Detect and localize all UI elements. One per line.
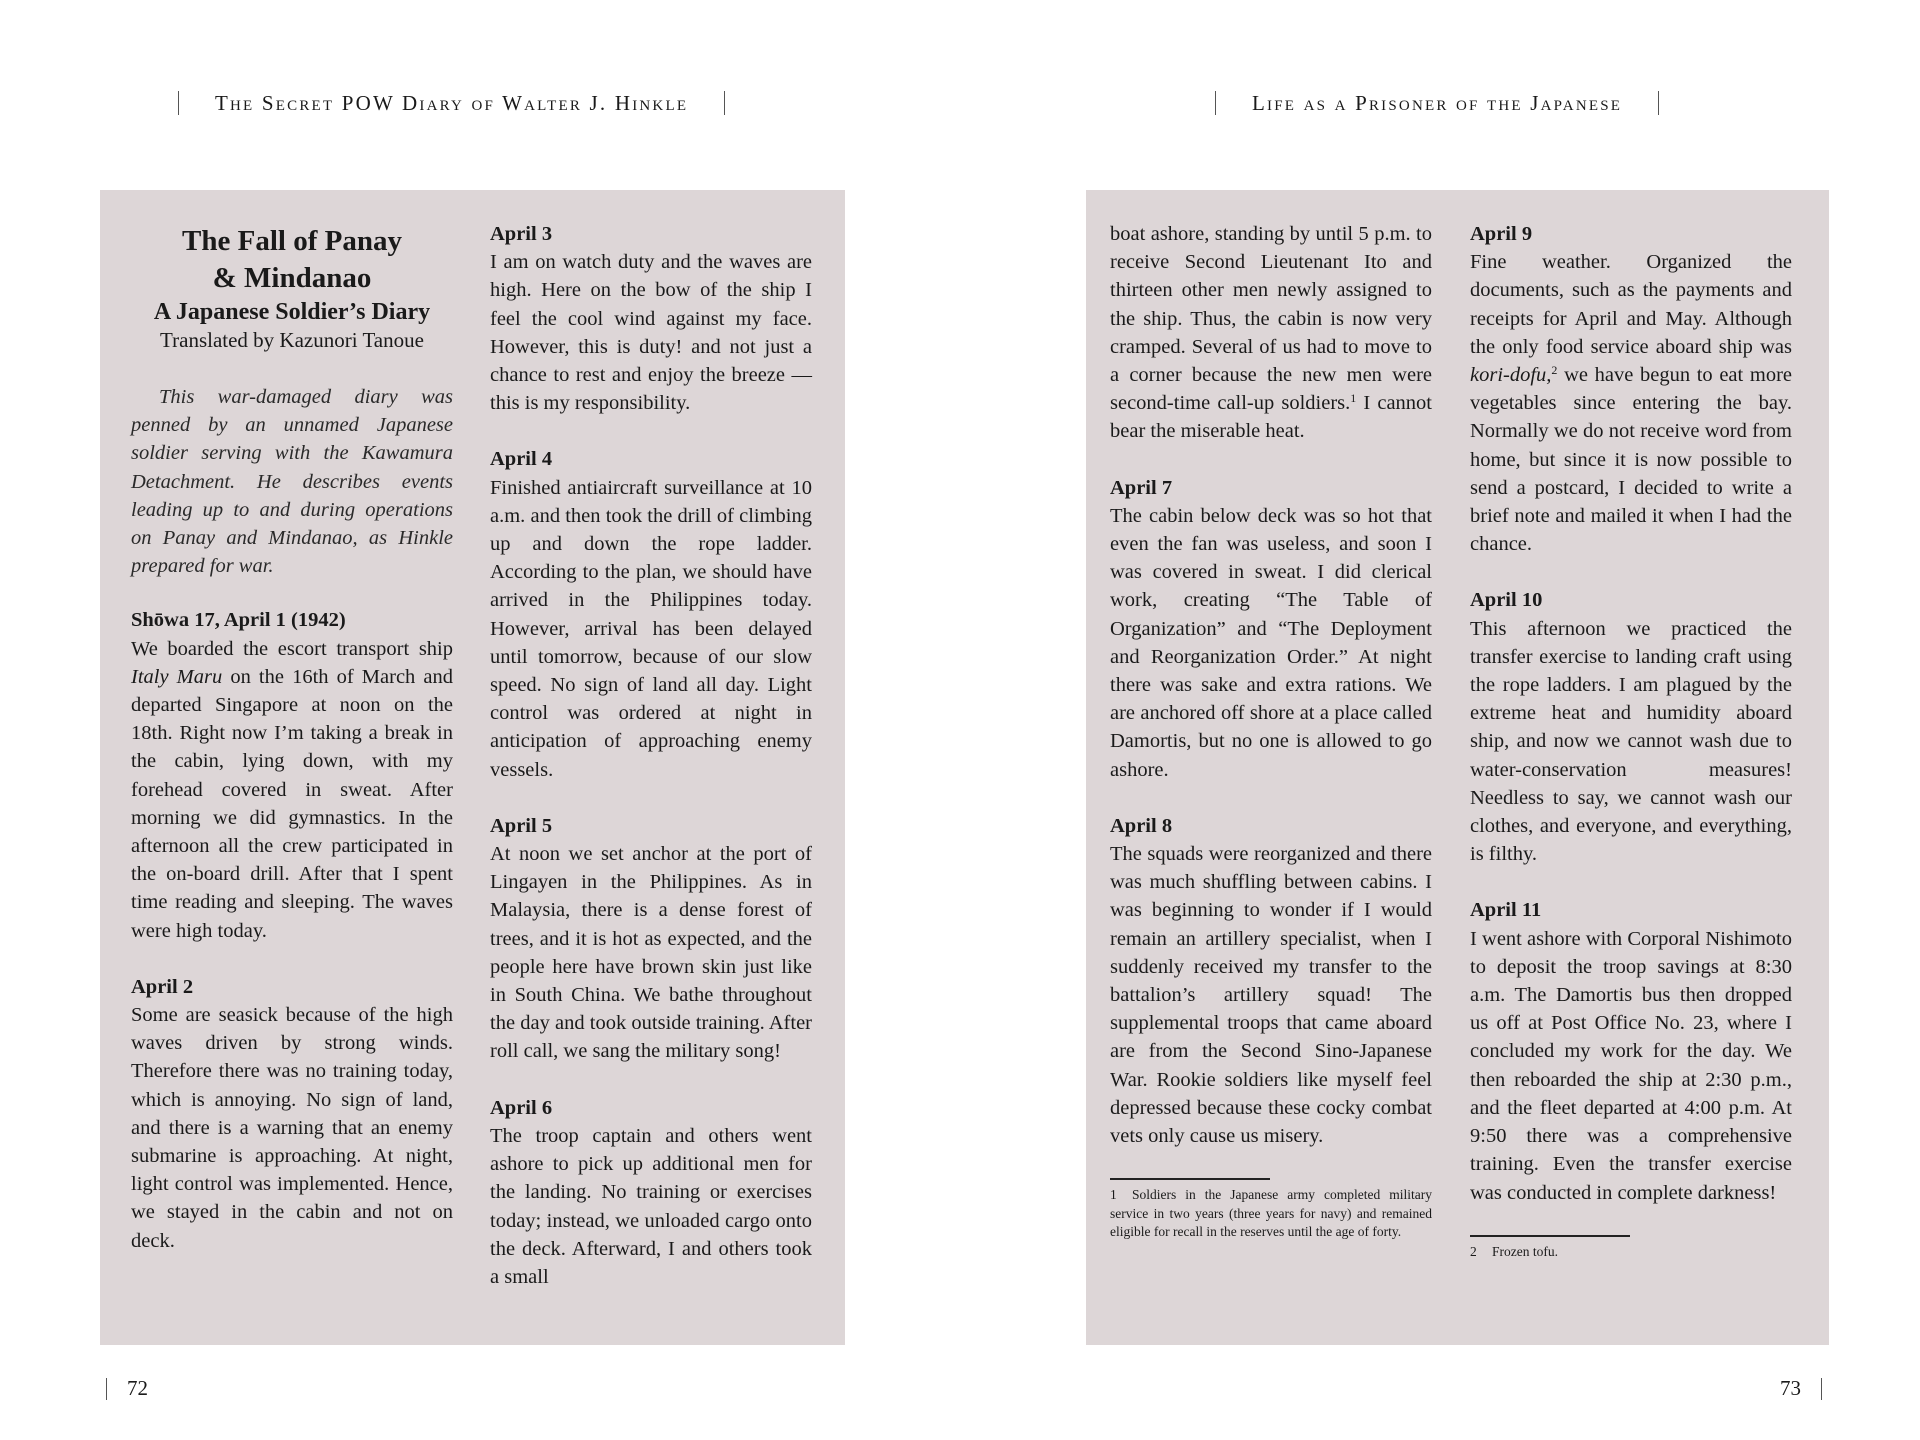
sidebar-panel-left <box>100 190 845 1345</box>
entry-date: April 6 <box>490 1096 553 1119</box>
entry-text: boat ashore, standing by until 5 p.m. to receive Second Lieutenant Ito and thirteen other men newly assigned to the ship. Thus, the cabin is now very cramped. Several of us had to move to a corner because the new men were second-time call-up soldiers.$^1$ I cannot bear the miserable heat. <box>1110 223 1432 443</box>
header-divider <box>1658 91 1659 115</box>
footnote-text: Frozen tofu. <box>1492 1243 1558 1259</box>
column-2 <box>490 220 812 1319</box>
sidebar-title-line: & Mindanao <box>212 262 372 294</box>
column-1 <box>1110 220 1432 1242</box>
entry-date: April 8 <box>1110 814 1173 837</box>
footnote <box>1470 1243 1792 1262</box>
footnote-number: 2 <box>1470 1243 1477 1259</box>
entry-text: I am on watch duty and the waves are high. Here on the bow of the ship I feel the cool wind against my face. However, this is duty! and not just a chance to rest and enjoy the breeze — this is my responsibility. <box>490 251 812 415</box>
entry-text: We boarded the escort transport ship Italy Maru on the 16th of March and departed Singapore at noon on the 18th. Right now I’m taking a break in the cabin, lying down, with my forehead covered in sweat. After morning we did gymnastics. In the afternoon all the crew participated in the on-board drill. After that I spent time reading and sleeping. The waves were high today. <box>131 637 454 942</box>
entry-date: April 11 <box>1470 899 1542 922</box>
entry-text: This afternoon we practiced the transfer exercise to landing craft using the rope ladders. I am plagued by the extreme heat and humidity aboard ship, and now we cannot wash due to water-conservation measures! Needless to say, we cannot wash our clothes, and everyone, and everything, is filthy. <box>1470 617 1792 866</box>
entry-date: April 3 <box>490 223 553 245</box>
entry-date: April 5 <box>490 814 553 837</box>
ship-name: Italy Maru <box>131 665 223 688</box>
page-number-right <box>1780 1376 1822 1401</box>
header-divider <box>724 91 725 115</box>
footnote-ref[interactable]: 2 <box>1551 363 1558 378</box>
diary-entry <box>490 220 812 417</box>
folio-divider <box>1821 1378 1822 1400</box>
entry-date: April 7 <box>1110 476 1173 499</box>
sidebar-title <box>131 223 453 297</box>
diary-entry <box>1110 474 1432 784</box>
diary-entry <box>1110 812 1432 1150</box>
running-head-title: The Secret POW Diary of Walter J. Hinkle <box>215 90 689 115</box>
page-number: 72 <box>127 1376 148 1400</box>
sidebar-title-line: The Fall of Panay <box>182 225 402 257</box>
column-2 <box>1470 220 1792 1261</box>
diary-entry <box>131 973 453 1255</box>
sidebar-title-block <box>131 223 453 353</box>
sidebar-panel-right <box>1086 190 1829 1345</box>
diary-entry <box>1470 220 1792 558</box>
column-1 <box>131 220 453 1283</box>
entry-date: Shōwa 17, April 1 (1942) <box>131 609 346 632</box>
folio-divider <box>106 1378 107 1400</box>
diary-entry <box>131 606 453 944</box>
entry-date: April 10 <box>1470 589 1543 612</box>
page-number-left <box>106 1376 148 1401</box>
footnote-divider <box>1110 1178 1270 1180</box>
entry-date: April 4 <box>490 448 553 471</box>
diary-entry <box>1470 586 1792 868</box>
footnote-ref[interactable]: 1 <box>1350 391 1357 406</box>
diary-entry <box>490 812 812 1066</box>
translator-credit: Translated by Kazunori Tanoue <box>160 328 424 352</box>
entry-text: Some are seasick because of the high waves driven by strong winds. Therefore there was no training today, which is annoying. No sign of land, and there is a warning that an enemy submarine is approaching. At night, light control was implemented. Hence, we stayed in the cabin and not on deck. <box>131 1004 453 1252</box>
diary-entry <box>490 1094 812 1291</box>
entry-text: Finished antiaircraft surveillance at 10 a.m. and then took the drill of climbing up and down the rope ladder. According to the plan, we should have arrived in the Philippines today. However, arrival has been delayed until tomorrow, because of our slow speed. No sign of land all day. Light control was ordered at night in anticipation of approaching enemy vessels. <box>490 476 812 781</box>
entry-text: At noon we set anchor at the port of Lingayen in the Philippines. As in Malaysia, there is a dense forest of trees, and it is hot as expected, and the people here have brown skin just like in South China. We bathe throughout the day and took outside training. After roll call, we sang the military song! <box>490 843 812 1063</box>
page-number: 73 <box>1780 1376 1801 1400</box>
entry-text: The squads were reorganized and there was much shuffling between cabins. I was beginning to wonder if I would remain an artillery specialist, when I suddenly received my transfer to the battalion’s artillery squad! The supplemental troops that came aboard are from the Second Sino-Japanese War. Rookie soldiers like myself feel depressed because these cocky combat vets only cause us misery. <box>1110 843 1432 1148</box>
footnote <box>1110 1186 1432 1242</box>
sidebar-intro: This war-damaged diary was penned by an unnamed Japanese soldier serving with the Kawamura Detachment. He describes events leading up to and during operations on Panay and Mindanao, as Hinkle prepared for war. <box>131 386 453 578</box>
diary-entry <box>1470 896 1792 1206</box>
running-head-right <box>1215 88 1659 118</box>
running-head-left <box>178 88 725 118</box>
entry-text: The cabin below deck was so hot that even the fan was useless, and soon I was covered in sweat. I did clerical work, creating “The Table of Organization” and “The Deployment and Reorganization Order.” At night there was sake and extra rations. We are anchored off shore at a place called Damortis, but no one is allowed to go ashore. <box>1110 504 1432 781</box>
entry-date: April 9 <box>1470 223 1533 245</box>
diary-entry <box>490 445 812 783</box>
footnote-number: 1 <box>1110 1187 1117 1203</box>
entry-text: The troop captain and others went ashore to pick up additional men for the landing. No training or exercises today; instead, we unloaded cargo onto the deck. Afterward, I and others took a small <box>490 1124 812 1288</box>
running-head-title: Life as a Prisoner of the Japanese <box>1252 90 1623 115</box>
footnote-divider <box>1470 1235 1630 1237</box>
entry-text: I went ashore with Corporal Nishimoto to deposit the troop savings at 8:30 a.m. The Damortis bus then dropped us off at Post Office No. 23, where I concluded my work for the day. We then reboarded the ship at 2:30 p.m., and the fleet departed at 4:00 p.m. At 9:50 there was a comprehensive training. Even the transfer exercise was conducted in complete darkness! <box>1470 927 1792 1204</box>
food-term: kori-dofu, <box>1470 364 1552 387</box>
entry-text: Fine weather. Organized the documents, such as the payments and receipts for April and May. Although the only food service aboard ship was kori-dofu,$^2$ we have begun to eat more vegetables since entering the bay. Normally we do not receive word from home, but since it is now possible to send a postcard, I decided to write a brief note and mailed it when I had the chance. <box>1470 251 1792 556</box>
entry-date: April 2 <box>131 975 194 998</box>
footnote-text: Soldiers in the Japanese army completed military service in two years (three years for navy) and remained eligible for recall in the reserves until the age of forty. <box>1110 1187 1432 1240</box>
sidebar-subtitle: A Japanese Soldier’s Diary <box>153 299 431 325</box>
diary-entry-continued <box>1110 220 1432 446</box>
